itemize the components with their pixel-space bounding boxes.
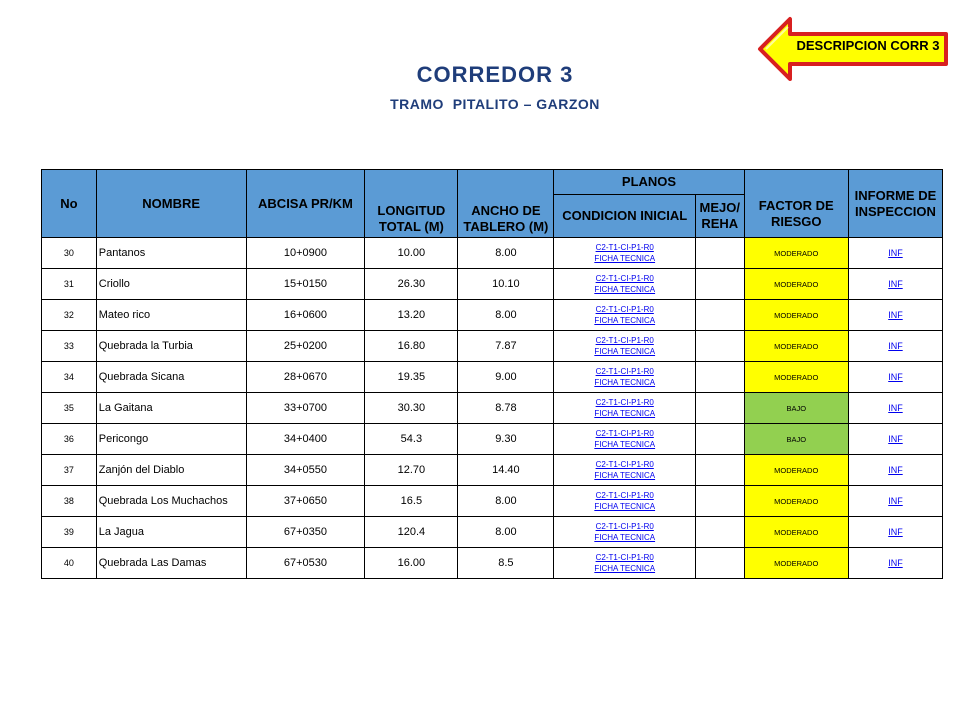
cell-informe bbox=[848, 486, 942, 517]
cell-condicion bbox=[554, 486, 696, 517]
inf-link[interactable]: INF bbox=[888, 403, 903, 413]
cell-riesgo: MODERADO bbox=[744, 331, 848, 362]
table-row bbox=[42, 424, 943, 455]
cell-longitud: 19.35 bbox=[365, 362, 458, 393]
cell-ancho: 8.00 bbox=[458, 486, 554, 517]
table-row bbox=[42, 331, 943, 362]
cell-abcisa: 10+0900 bbox=[246, 238, 365, 269]
cell-informe bbox=[848, 517, 942, 548]
table-row bbox=[42, 548, 943, 579]
table-row bbox=[42, 455, 943, 486]
col-header-no: No bbox=[42, 170, 97, 238]
page-subtitle: TRAMO PITALITO – GARZON bbox=[390, 96, 600, 112]
cell-mejora bbox=[695, 393, 744, 424]
cell-condicion bbox=[554, 331, 696, 362]
cell-informe bbox=[848, 362, 942, 393]
cell-abcisa: 34+0400 bbox=[246, 424, 365, 455]
cell-no: 32 bbox=[42, 300, 97, 331]
cell-riesgo: MODERADO bbox=[744, 238, 848, 269]
cell-condicion bbox=[554, 424, 696, 455]
cell-longitud: 26.30 bbox=[365, 269, 458, 300]
inf-link[interactable]: INF bbox=[888, 558, 903, 568]
cell-mejora bbox=[695, 424, 744, 455]
cell-nombre: La Jagua bbox=[96, 517, 246, 548]
table-row bbox=[42, 238, 943, 269]
cell-longitud: 10.00 bbox=[365, 238, 458, 269]
cell-nombre: Zanjón del Diablo bbox=[96, 455, 246, 486]
cell-longitud: 16.5 bbox=[365, 486, 458, 517]
plano-link[interactable]: C2-T1-CI-P1-R0 bbox=[595, 398, 654, 407]
cell-riesgo: MODERADO bbox=[744, 548, 848, 579]
cell-no: 31 bbox=[42, 269, 97, 300]
cell-longitud: 16.00 bbox=[365, 548, 458, 579]
cell-riesgo: MODERADO bbox=[744, 362, 848, 393]
cell-nombre: Quebrada Sicana bbox=[96, 362, 246, 393]
cell-abcisa: 33+0700 bbox=[246, 393, 365, 424]
cell-informe bbox=[848, 548, 942, 579]
plano-link[interactable]: C2-T1-CI-P1-R0 bbox=[595, 336, 654, 345]
col-header-ancho: ANCHO DE TABLERO (M) bbox=[458, 170, 554, 238]
plano-link[interactable]: C2-T1-CI-P1-R0 bbox=[595, 522, 654, 531]
cell-informe bbox=[848, 424, 942, 455]
cell-nombre: Quebrada la Turbia bbox=[96, 331, 246, 362]
col-header-nombre: NOMBRE bbox=[96, 170, 246, 238]
plano-link[interactable]: C2-T1-CI-P1-R0 bbox=[595, 429, 654, 438]
cell-informe bbox=[848, 393, 942, 424]
cell-longitud: 16.80 bbox=[365, 331, 458, 362]
table-row bbox=[42, 486, 943, 517]
cell-abcisa: 67+0350 bbox=[246, 517, 365, 548]
inf-link[interactable]: INF bbox=[888, 341, 903, 351]
cell-abcisa: 16+0600 bbox=[246, 300, 365, 331]
plano-link[interactable]: C2-T1-CI-P1-R0 bbox=[595, 491, 654, 500]
inf-link[interactable]: INF bbox=[888, 279, 903, 289]
bridges-table bbox=[41, 169, 943, 579]
cell-nombre: Quebrada Las Damas bbox=[96, 548, 246, 579]
col-header-longitud: LONGITUD TOTAL (M) bbox=[365, 170, 458, 238]
cell-informe bbox=[848, 238, 942, 269]
inf-link[interactable]: INF bbox=[888, 527, 903, 537]
cell-nombre: Criollo bbox=[96, 269, 246, 300]
cell-no: 30 bbox=[42, 238, 97, 269]
cell-abcisa: 28+0670 bbox=[246, 362, 365, 393]
col-header-informe: INFORME DE INSPECCION bbox=[848, 170, 942, 238]
cell-mejora bbox=[695, 331, 744, 362]
cell-ancho: 7.87 bbox=[458, 331, 554, 362]
col-header-abcisa: ABCISA PR/KM bbox=[246, 170, 365, 238]
ficha-tecnica-link[interactable]: FICHA TECNICA bbox=[594, 316, 656, 325]
table-row bbox=[42, 517, 943, 548]
ficha-tecnica-link[interactable]: FICHA TECNICA bbox=[594, 502, 656, 511]
page-title: CORREDOR 3 bbox=[416, 62, 574, 87]
cell-nombre: Mateo rico bbox=[96, 300, 246, 331]
cell-condicion bbox=[554, 269, 696, 300]
inf-link[interactable]: INF bbox=[888, 310, 903, 320]
cell-ancho: 8.78 bbox=[458, 393, 554, 424]
cell-ancho: 8.00 bbox=[458, 300, 554, 331]
cell-informe bbox=[848, 455, 942, 486]
col-header-condicion: CONDICION INICIAL bbox=[554, 195, 696, 238]
col-header-mejora: MEJO/ REHA bbox=[695, 195, 744, 238]
table-row bbox=[42, 362, 943, 393]
cell-longitud: 120.4 bbox=[365, 517, 458, 548]
plano-link[interactable]: C2-T1-CI-P1-R0 bbox=[595, 305, 654, 314]
cell-condicion bbox=[554, 548, 696, 579]
cell-informe bbox=[848, 300, 942, 331]
table-row bbox=[42, 269, 943, 300]
cell-ancho: 10.10 bbox=[458, 269, 554, 300]
ficha-tecnica-link[interactable]: FICHA TECNICA bbox=[594, 254, 656, 263]
col-header-planos: PLANOS bbox=[554, 170, 744, 195]
cell-mejora bbox=[695, 300, 744, 331]
cell-nombre: Pericongo bbox=[96, 424, 246, 455]
cell-condicion bbox=[554, 393, 696, 424]
cell-riesgo: MODERADO bbox=[744, 269, 848, 300]
inf-link[interactable]: INF bbox=[888, 496, 903, 506]
cell-no: 33 bbox=[42, 331, 97, 362]
cell-no: 34 bbox=[42, 362, 97, 393]
table-row bbox=[42, 300, 943, 331]
plano-link[interactable]: C2-T1-CI-P1-R0 bbox=[595, 243, 654, 252]
cell-riesgo: MODERADO bbox=[744, 455, 848, 486]
ficha-tecnica-link[interactable]: FICHA TECNICA bbox=[594, 347, 656, 356]
ficha-tecnica-link[interactable]: FICHA TECNICA bbox=[594, 285, 656, 294]
cell-mejora bbox=[695, 517, 744, 548]
cell-longitud: 54.3 bbox=[365, 424, 458, 455]
cell-abcisa: 15+0150 bbox=[246, 269, 365, 300]
cell-condicion bbox=[554, 238, 696, 269]
cell-riesgo: MODERADO bbox=[744, 486, 848, 517]
plano-link[interactable]: C2-T1-CI-P1-R0 bbox=[595, 367, 654, 376]
cell-nombre: Pantanos bbox=[96, 238, 246, 269]
nav-label: DESCRIPCION CORR 3 bbox=[796, 38, 940, 53]
cell-abcisa: 67+0530 bbox=[246, 548, 365, 579]
inf-link[interactable]: INF bbox=[888, 248, 903, 258]
cell-no: 35 bbox=[42, 393, 97, 424]
cell-no: 39 bbox=[42, 517, 97, 548]
plano-link[interactable]: C2-T1-CI-P1-R0 bbox=[595, 553, 654, 562]
cell-ancho: 8.00 bbox=[458, 517, 554, 548]
cell-riesgo: MODERADO bbox=[744, 517, 848, 548]
cell-mejora bbox=[695, 362, 744, 393]
cell-condicion bbox=[554, 455, 696, 486]
cell-ancho: 9.30 bbox=[458, 424, 554, 455]
cell-condicion bbox=[554, 517, 696, 548]
cell-mejora bbox=[695, 486, 744, 517]
cell-no: 36 bbox=[42, 424, 97, 455]
inf-link[interactable]: INF bbox=[888, 434, 903, 444]
ficha-tecnica-link[interactable]: FICHA TECNICA bbox=[594, 533, 656, 542]
cell-condicion bbox=[554, 362, 696, 393]
inf-link[interactable]: INF bbox=[888, 465, 903, 475]
cell-mejora bbox=[695, 548, 744, 579]
cell-longitud: 13.20 bbox=[365, 300, 458, 331]
table-row bbox=[42, 393, 943, 424]
cell-abcisa: 25+0200 bbox=[246, 331, 365, 362]
cell-longitud: 30.30 bbox=[365, 393, 458, 424]
ficha-tecnica-link[interactable]: FICHA TECNICA bbox=[594, 440, 656, 449]
cell-nombre: Quebrada Los Muchachos bbox=[96, 486, 246, 517]
cell-nombre: La Gaitana bbox=[96, 393, 246, 424]
inf-link[interactable]: INF bbox=[888, 372, 903, 382]
cell-abcisa: 34+0550 bbox=[246, 455, 365, 486]
cell-ancho: 14.40 bbox=[458, 455, 554, 486]
cell-ancho: 9.00 bbox=[458, 362, 554, 393]
cell-mejora bbox=[695, 455, 744, 486]
cell-ancho: 8.5 bbox=[458, 548, 554, 579]
cell-condicion bbox=[554, 300, 696, 331]
plano-link[interactable]: C2-T1-CI-P1-R0 bbox=[595, 274, 654, 283]
cell-longitud: 12.70 bbox=[365, 455, 458, 486]
cell-mejora bbox=[695, 238, 744, 269]
cell-abcisa: 37+0650 bbox=[246, 486, 365, 517]
ficha-tecnica-link[interactable]: FICHA TECNICA bbox=[594, 378, 656, 387]
ficha-tecnica-link[interactable]: FICHA TECNICA bbox=[594, 409, 656, 418]
cell-riesgo: MODERADO bbox=[744, 300, 848, 331]
cell-no: 37 bbox=[42, 455, 97, 486]
plano-link[interactable]: C2-T1-CI-P1-R0 bbox=[595, 460, 654, 469]
ficha-tecnica-link[interactable]: FICHA TECNICA bbox=[594, 471, 656, 480]
col-header-riesgo: FACTOR DE RIESGO bbox=[744, 170, 848, 238]
cell-riesgo: BAJO bbox=[744, 424, 848, 455]
ficha-tecnica-link[interactable]: FICHA TECNICA bbox=[594, 564, 656, 573]
cell-no: 38 bbox=[42, 486, 97, 517]
cell-mejora bbox=[695, 269, 744, 300]
cell-ancho: 8.00 bbox=[458, 238, 554, 269]
cell-informe bbox=[848, 269, 942, 300]
cell-riesgo: BAJO bbox=[744, 393, 848, 424]
cell-no: 40 bbox=[42, 548, 97, 579]
cell-informe bbox=[848, 331, 942, 362]
